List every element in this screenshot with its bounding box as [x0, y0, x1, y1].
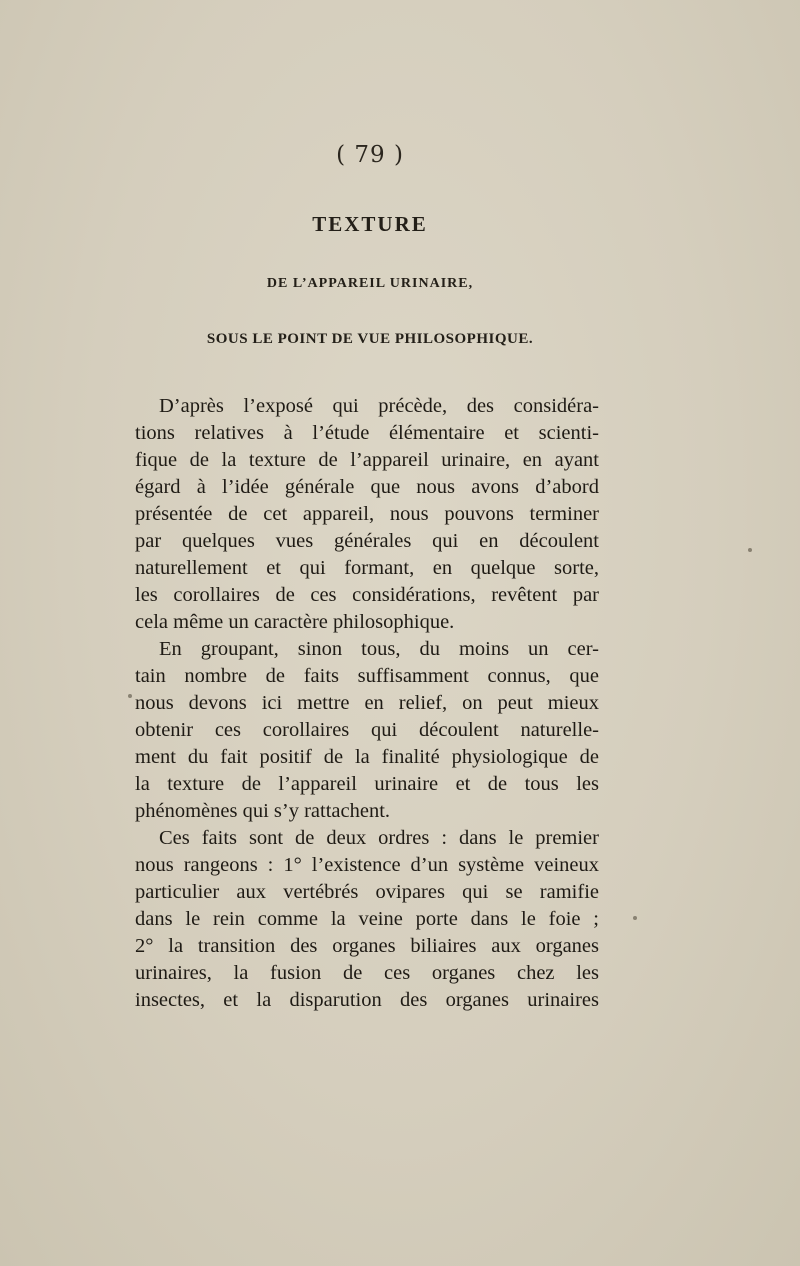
text-line: égard à l’idée générale que nous avons d’abord	[135, 476, 599, 498]
text-line: cela même un caractère philosophique.	[135, 611, 455, 633]
text-line: urinaires, la fusion de ces organes chez les	[135, 962, 599, 984]
chapter-subtitle-line-1: DE L’APPAREIL URINAIRE,	[266, 276, 474, 291]
text-line: fique de la texture de l’appareil urinaire, en ayant	[135, 449, 599, 471]
text-line: par quelques vues générales qui en découlent	[135, 530, 599, 552]
text-line: Ces faits sont de deux ordres : dans le premier	[159, 827, 599, 849]
text-line: la texture de l’appareil urinaire et de tous les	[135, 773, 599, 795]
text-line: En groupant, sinon tous, du moins un cer-	[159, 638, 599, 660]
text-line: présentée de cet appareil, nous pouvons terminer	[135, 503, 599, 525]
text-line: ment du fait positif de la finalité physiologique de	[135, 746, 599, 768]
body-text	[135, 393, 599, 1014]
text-line: nous devons ici mettre en relief, on peut mieux	[135, 692, 599, 714]
chapter-subtitle-line-2: SOUS LE POINT DE VUE PHILOSOPHIQUE.	[206, 331, 534, 347]
text-line: les corollaires de ces considérations, revêtent par	[135, 584, 599, 606]
text-line: dans le rein comme la veine porte dans le foie ;	[135, 908, 599, 930]
text-line: naturellement et qui formant, en quelque sorte,	[135, 557, 599, 579]
text-line: insectes, et la disparution des organes urinaires	[135, 989, 599, 1011]
page-number: ( 79 )	[336, 142, 404, 168]
text-line: D’après l’exposé qui précède, des considéra-	[159, 395, 599, 417]
ink-speck	[128, 694, 132, 698]
text-line: tions relatives à l’étude élémentaire et scienti-	[135, 422, 599, 444]
text-line: tain nombre de faits suffisamment connus, que	[135, 665, 599, 687]
ink-speck	[748, 548, 752, 552]
text-line: obtenir ces corollaires qui découlent naturelle-	[135, 719, 599, 741]
chapter-title: TEXTURE	[312, 212, 428, 236]
text-line: 2° la transition des organes biliaires aux organes	[135, 935, 599, 957]
text-line: phénomènes qui s’y rattachent.	[135, 800, 391, 822]
text-line: nous rangeons : 1° l’existence d’un système veineux	[135, 854, 599, 876]
ink-speck	[633, 916, 637, 920]
text-line: particulier aux vertébrés ovipares qui se ramifie	[135, 881, 599, 903]
